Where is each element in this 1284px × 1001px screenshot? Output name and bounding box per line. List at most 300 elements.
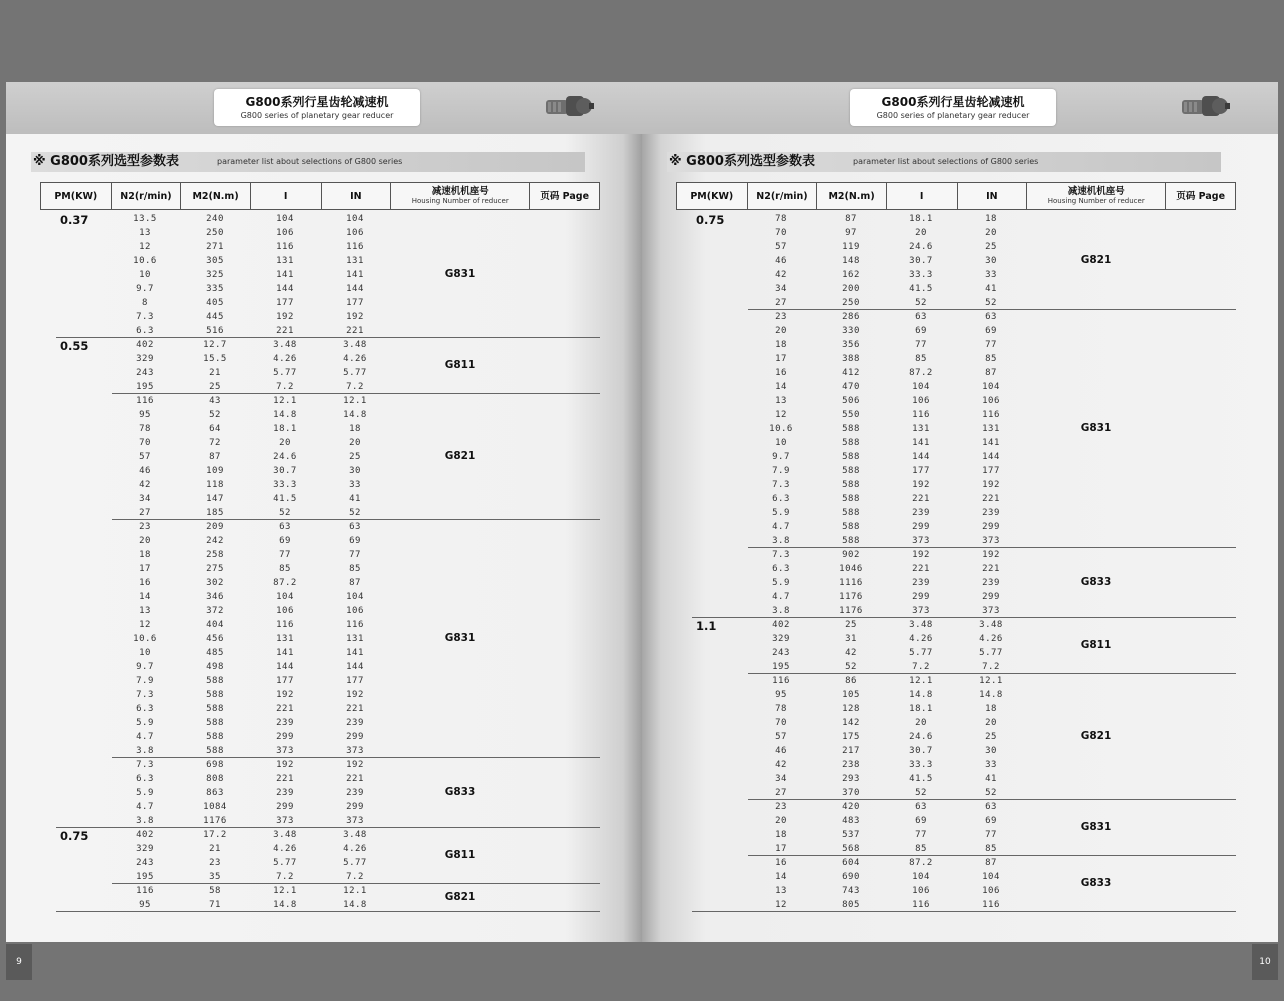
n2-cell: 116 (136, 886, 154, 896)
n2-cell: 6.3 (772, 494, 790, 504)
in-cell: 63 (985, 312, 997, 322)
in-cell: 144 (346, 284, 364, 294)
i-cell: 5.77 (273, 368, 297, 378)
in-cell: 239 (982, 578, 1000, 588)
i-cell: 144 (912, 452, 930, 462)
in-cell: 239 (982, 508, 1000, 518)
m2-cell: 743 (842, 886, 860, 896)
n2-cell: 95 (139, 410, 151, 420)
n2-cell: 7.3 (136, 690, 154, 700)
housing-number: G811 (444, 359, 476, 371)
m2-cell: 148 (842, 256, 860, 266)
i-cell: 87.2 (909, 858, 933, 868)
group-divider (56, 911, 600, 912)
in-cell: 7.2 (982, 662, 1000, 672)
i-cell: 30.7 (909, 256, 933, 266)
m2-cell: 356 (842, 340, 860, 350)
n2-cell: 95 (139, 900, 151, 910)
n2-cell: 70 (775, 718, 787, 728)
in-cell: 20 (985, 228, 997, 238)
in-cell: 221 (346, 326, 364, 336)
i-cell: 69 (915, 326, 927, 336)
i-cell: 239 (276, 788, 294, 798)
n2-cell: 9.7 (136, 284, 154, 294)
i-cell: 52 (915, 788, 927, 798)
n2-cell: 14 (775, 872, 787, 882)
n2-cell: 10 (775, 438, 787, 448)
i-cell: 63 (279, 522, 291, 532)
m2-cell: 64 (209, 424, 221, 434)
table-row (40, 590, 600, 604)
n2-cell: 3.8 (772, 606, 790, 616)
n2-cell: 10.6 (769, 424, 793, 434)
table-row (676, 352, 1236, 366)
in-cell: 141 (982, 438, 1000, 448)
table-row (40, 618, 600, 632)
i-cell: 106 (912, 396, 930, 406)
n2-cell: 10 (139, 270, 151, 280)
in-cell: 373 (982, 536, 1000, 546)
n2-cell: 57 (139, 452, 151, 462)
n2-cell: 12 (139, 242, 151, 252)
i-cell: 373 (276, 816, 294, 826)
m2-cell: 21 (209, 844, 221, 854)
i-cell: 63 (915, 312, 927, 322)
i-cell: 177 (276, 298, 294, 308)
in-cell: 12.1 (979, 676, 1003, 686)
i-cell: 77 (915, 340, 927, 350)
table-row (40, 646, 600, 660)
header-n2: N2(r/min) (748, 183, 818, 209)
m2-cell: 863 (206, 788, 224, 798)
table-row (676, 464, 1236, 478)
n2-cell: 6.3 (772, 564, 790, 574)
i-cell: 177 (912, 466, 930, 476)
page-title: G800系列行星齿轮减速机 (881, 95, 1025, 109)
in-cell: 299 (982, 592, 1000, 602)
n2-cell: 27 (139, 508, 151, 518)
n2-cell: 57 (775, 732, 787, 742)
m2-cell: 35 (209, 872, 221, 882)
n2-cell: 5.9 (772, 578, 790, 588)
m2-cell: 388 (842, 354, 860, 364)
i-cell: 12.1 (273, 886, 297, 896)
n2-cell: 116 (772, 676, 790, 686)
gear-reducer-icon (542, 88, 594, 124)
m2-cell: 15.5 (203, 354, 227, 364)
in-cell: 131 (346, 634, 364, 644)
i-cell: 373 (276, 746, 294, 756)
header-pm: PM(KW) (677, 183, 748, 209)
n2-cell: 7.3 (772, 550, 790, 560)
in-cell: 373 (346, 816, 364, 826)
i-cell: 20 (915, 228, 927, 238)
n2-cell: 7.9 (136, 676, 154, 686)
m2-cell: 902 (842, 550, 860, 560)
i-cell: 116 (276, 242, 294, 252)
m2-cell: 588 (206, 704, 224, 714)
m2-cell: 325 (206, 270, 224, 280)
i-cell: 116 (276, 620, 294, 630)
table-row (676, 212, 1236, 226)
in-cell: 104 (346, 592, 364, 602)
i-cell: 85 (915, 844, 927, 854)
m2-cell: 588 (842, 466, 860, 476)
table-row (40, 254, 600, 268)
in-cell: 52 (985, 298, 997, 308)
m2-cell: 537 (842, 830, 860, 840)
n2-cell: 78 (775, 214, 787, 224)
table-row (676, 394, 1236, 408)
gear-reducer-icon (1178, 88, 1230, 124)
n2-cell: 195 (772, 662, 790, 672)
i-cell: 192 (276, 760, 294, 770)
m2-cell: 242 (206, 536, 224, 546)
in-cell: 7.2 (346, 382, 364, 392)
i-cell: 221 (912, 494, 930, 504)
n2-cell: 402 (136, 830, 154, 840)
power-value: 0.75 (60, 829, 89, 843)
in-cell: 131 (982, 424, 1000, 434)
i-cell: 41.5 (273, 494, 297, 504)
i-cell: 4.26 (273, 844, 297, 854)
m2-cell: 128 (842, 704, 860, 714)
in-cell: 14.8 (343, 900, 367, 910)
in-cell: 87 (349, 578, 361, 588)
i-cell: 69 (915, 816, 927, 826)
in-cell: 192 (346, 690, 364, 700)
in-cell: 4.26 (343, 354, 367, 364)
housing-number: G833 (1080, 877, 1112, 889)
m2-cell: 588 (842, 536, 860, 546)
in-cell: 69 (985, 326, 997, 336)
m2-cell: 1176 (203, 816, 227, 826)
n2-cell: 14 (775, 382, 787, 392)
i-cell: 116 (912, 410, 930, 420)
table-row (40, 282, 600, 296)
n2-cell: 243 (136, 858, 154, 868)
n2-cell: 195 (136, 872, 154, 882)
in-cell: 14.8 (979, 690, 1003, 700)
table-row (676, 226, 1236, 240)
i-cell: 141 (276, 270, 294, 280)
housing-number: G821 (444, 450, 476, 462)
power-value: 0.55 (60, 339, 89, 353)
n2-cell: 402 (772, 620, 790, 630)
i-cell: 14.8 (273, 410, 297, 420)
n2-cell: 329 (136, 844, 154, 854)
n2-cell: 3.8 (136, 746, 154, 756)
n2-cell: 34 (139, 494, 151, 504)
left-page (6, 82, 642, 967)
m2-cell: 370 (842, 788, 860, 798)
in-cell: 116 (346, 242, 364, 252)
i-cell: 14.8 (909, 690, 933, 700)
right-page (642, 82, 1278, 967)
in-cell: 52 (349, 508, 361, 518)
table-header (40, 182, 600, 210)
in-cell: 221 (982, 564, 1000, 574)
i-cell: 144 (276, 284, 294, 294)
i-cell: 5.77 (909, 648, 933, 658)
n2-cell: 34 (775, 284, 787, 294)
in-cell: 116 (982, 410, 1000, 420)
table-row (676, 856, 1236, 870)
n2-cell: 329 (772, 634, 790, 644)
m2-cell: 805 (842, 900, 860, 910)
table-row (676, 296, 1236, 310)
m2-cell: 142 (842, 718, 860, 728)
in-cell: 4.26 (979, 634, 1003, 644)
in-cell: 87 (985, 858, 997, 868)
m2-cell: 286 (842, 312, 860, 322)
m2-cell: 330 (842, 326, 860, 336)
in-cell: 20 (349, 438, 361, 448)
in-cell: 104 (346, 214, 364, 224)
m2-cell: 456 (206, 634, 224, 644)
table-row (676, 492, 1236, 506)
in-cell: 25 (985, 732, 997, 742)
i-cell: 239 (276, 718, 294, 728)
in-cell: 63 (349, 522, 361, 532)
m2-cell: 1084 (203, 802, 227, 812)
n2-cell: 17 (775, 354, 787, 364)
in-cell: 41 (985, 284, 997, 294)
m2-cell: 372 (206, 606, 224, 616)
in-cell: 239 (346, 718, 364, 728)
table-row (40, 674, 600, 688)
m2-cell: 185 (206, 508, 224, 518)
in-cell: 299 (346, 802, 364, 812)
m2-cell: 588 (842, 522, 860, 532)
header-pm: PM(KW) (41, 183, 112, 209)
in-cell: 25 (985, 242, 997, 252)
m2-cell: 302 (206, 578, 224, 588)
title-box (850, 89, 1056, 126)
m2-cell: 588 (842, 508, 860, 518)
i-cell: 131 (276, 256, 294, 266)
i-cell: 7.2 (276, 872, 294, 882)
m2-cell: 335 (206, 284, 224, 294)
i-cell: 30.7 (273, 466, 297, 476)
i-cell: 299 (912, 592, 930, 602)
header-page: 页码 Page (540, 190, 590, 202)
housing-number: G821 (1080, 730, 1112, 742)
table-row (40, 660, 600, 674)
i-cell: 192 (276, 312, 294, 322)
table-row (676, 800, 1236, 814)
m2-cell: 588 (842, 480, 860, 490)
in-cell: 104 (982, 382, 1000, 392)
n2-cell: 13.5 (133, 214, 157, 224)
m2-cell: 105 (842, 690, 860, 700)
n2-cell: 17 (139, 564, 151, 574)
m2-cell: 588 (842, 452, 860, 462)
in-cell: 33 (985, 760, 997, 770)
n2-cell: 70 (139, 438, 151, 448)
n2-cell: 402 (136, 340, 154, 350)
in-cell: 30 (349, 466, 361, 476)
i-cell: 87.2 (273, 578, 297, 588)
m2-cell: 405 (206, 298, 224, 308)
in-cell: 116 (982, 900, 1000, 910)
n2-cell: 10.6 (133, 256, 157, 266)
m2-cell: 485 (206, 648, 224, 658)
table-row (676, 744, 1236, 758)
section-subtitle: parameter list about selections of G800 series (853, 157, 1039, 166)
n2-cell: 6.3 (136, 774, 154, 784)
table-row (40, 828, 600, 842)
m2-cell: 604 (842, 858, 860, 868)
in-cell: 18 (985, 704, 997, 714)
table-row (676, 786, 1236, 800)
m2-cell: 588 (206, 676, 224, 686)
m2-cell: 43 (209, 396, 221, 406)
table-row (40, 520, 600, 534)
table-row (40, 380, 600, 394)
header-m2: M2(N.m) (181, 183, 251, 209)
m2-cell: 147 (206, 494, 224, 504)
i-cell: 106 (912, 886, 930, 896)
in-cell: 373 (346, 746, 364, 756)
table-row (676, 716, 1236, 730)
m2-cell: 568 (842, 844, 860, 854)
i-cell: 221 (276, 326, 294, 336)
table-row (40, 800, 600, 814)
i-cell: 24.6 (273, 452, 297, 462)
in-cell: 4.26 (343, 844, 367, 854)
m2-cell: 72 (209, 438, 221, 448)
power-value: 1.1 (696, 619, 717, 633)
m2-cell: 23 (209, 858, 221, 868)
table-row (676, 324, 1236, 338)
header-m2: M2(N.m) (817, 183, 887, 209)
i-cell: 87.2 (909, 368, 933, 378)
m2-cell: 588 (206, 718, 224, 728)
i-cell: 24.6 (909, 242, 933, 252)
in-cell: 131 (346, 256, 364, 266)
table-row (676, 618, 1236, 632)
n2-cell: 42 (775, 270, 787, 280)
n2-cell: 42 (139, 480, 151, 490)
table-row (676, 366, 1236, 380)
n2-cell: 12 (139, 620, 151, 630)
in-cell: 177 (346, 676, 364, 686)
i-cell: 373 (912, 536, 930, 546)
n2-cell: 95 (775, 690, 787, 700)
n2-cell: 7.3 (136, 760, 154, 770)
m2-cell: 17.2 (203, 830, 227, 840)
table-row (40, 296, 600, 310)
i-cell: 299 (276, 802, 294, 812)
table-row (676, 604, 1236, 618)
m2-cell: 217 (842, 746, 860, 756)
i-cell: 299 (912, 522, 930, 532)
n2-cell: 16 (139, 578, 151, 588)
in-cell: 69 (349, 536, 361, 546)
n2-cell: 12 (775, 900, 787, 910)
m2-cell: 293 (842, 774, 860, 784)
in-cell: 5.77 (979, 648, 1003, 658)
section-title: ※ G800系列选型参数表 (669, 154, 815, 169)
i-cell: 33.3 (909, 270, 933, 280)
m2-cell: 71 (209, 900, 221, 910)
n2-cell: 7.3 (772, 480, 790, 490)
m2-cell: 240 (206, 214, 224, 224)
table-row (40, 436, 600, 450)
m2-cell: 690 (842, 872, 860, 882)
n2-cell: 7.9 (772, 466, 790, 476)
table-row (40, 702, 600, 716)
table-row (40, 492, 600, 506)
i-cell: 3.48 (909, 620, 933, 630)
table-row (40, 422, 600, 436)
i-cell: 104 (276, 592, 294, 602)
in-cell: 144 (982, 452, 1000, 462)
in-cell: 5.77 (343, 858, 367, 868)
in-cell: 192 (982, 550, 1000, 560)
n2-cell: 27 (775, 298, 787, 308)
in-cell: 20 (985, 718, 997, 728)
table-row (40, 240, 600, 254)
header-band (642, 82, 1278, 134)
in-cell: 221 (346, 704, 364, 714)
m2-cell: 42 (845, 648, 857, 658)
m2-cell: 87 (845, 214, 857, 224)
i-cell: 192 (912, 550, 930, 560)
m2-cell: 420 (842, 802, 860, 812)
in-cell: 77 (985, 340, 997, 350)
in-cell: 221 (346, 774, 364, 784)
m2-cell: 25 (845, 620, 857, 630)
m2-cell: 97 (845, 228, 857, 238)
i-cell: 3.48 (273, 340, 297, 350)
table-row (40, 534, 600, 548)
m2-cell: 1176 (839, 592, 863, 602)
i-cell: 41.5 (909, 774, 933, 784)
table-row (676, 380, 1236, 394)
table-row (676, 408, 1236, 422)
m2-cell: 506 (842, 396, 860, 406)
m2-cell: 588 (842, 424, 860, 434)
m2-cell: 404 (206, 620, 224, 630)
in-cell: 221 (982, 494, 1000, 504)
group-divider (692, 911, 1236, 912)
in-cell: 192 (346, 312, 364, 322)
i-cell: 131 (276, 634, 294, 644)
table-row (676, 338, 1236, 352)
n2-cell: 4.7 (136, 802, 154, 812)
n2-cell: 46 (775, 256, 787, 266)
housing-number: G831 (1080, 422, 1112, 434)
n2-cell: 329 (136, 354, 154, 364)
i-cell: 104 (912, 872, 930, 882)
m2-cell: 698 (206, 760, 224, 770)
i-cell: 239 (912, 578, 930, 588)
m2-cell: 250 (206, 228, 224, 238)
table-row (40, 478, 600, 492)
table-row (40, 870, 600, 884)
in-cell: 106 (346, 228, 364, 238)
power-value: 0.37 (60, 213, 89, 227)
in-cell: 3.48 (343, 830, 367, 840)
in-cell: 144 (346, 662, 364, 672)
i-cell: 12.1 (273, 396, 297, 406)
housing-number: G811 (1080, 639, 1112, 651)
table-row (40, 338, 600, 352)
i-cell: 52 (915, 298, 927, 308)
page-number: 10 (1252, 944, 1278, 980)
